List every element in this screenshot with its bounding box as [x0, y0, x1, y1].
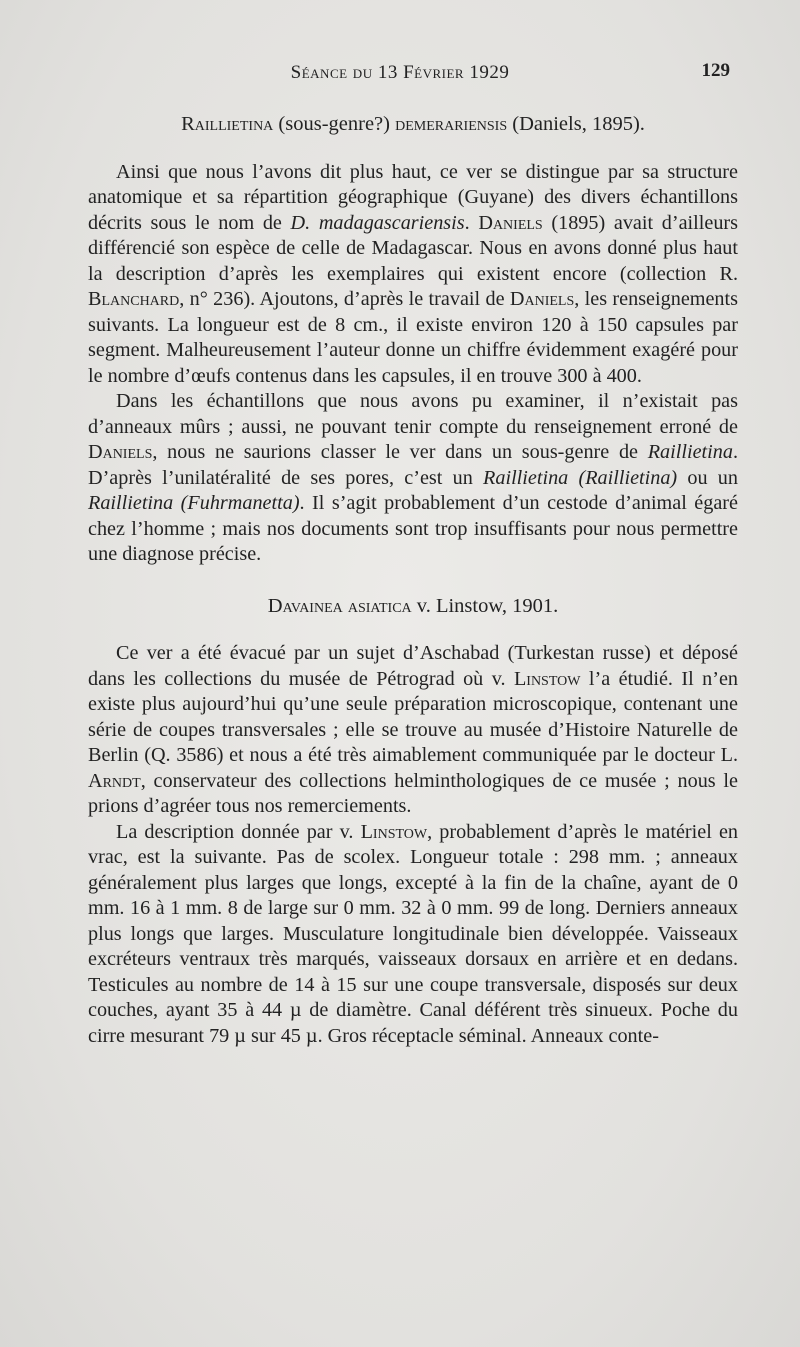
text-run: , les renseignements suivants. La longueur est de 8 cm., il existe environ 120 à 150 capsules par segment. Malheureusement l’auteur donne un chiffre évidemment exagéré pour le nombre d’œufs contenus dans les capsules, il en trouve 300 à 400. — [88, 288, 738, 387]
text-run: Ce ver a été évacué par un sujet d’Aschabad (Turkestan russe) et déposé dans les collections du musée de Pétrograd où v. — [88, 642, 738, 690]
running-head: Séance du 13 Février 1929 — [290, 62, 510, 83]
italic-text: Raillietina (Fuhrmanetta) — [88, 492, 300, 514]
authority: v. Linstow, 1901. — [411, 594, 559, 617]
subgenus-note: (sous-genre?) — [273, 113, 396, 135]
authority: (Daniels, 1895). — [507, 113, 645, 135]
italic-text: Raillietina — [647, 441, 733, 463]
text-run: , probablement d’après le matériel en vrac, est la suivante. Pas de scolex. Longueur totale : 298 mm. ; anneaux généralement plus larges que longs, excepté à la fin de la chaîne, ayant de 0 mm. 16 à 1 mm. 8 de large sur 0 mm. 32 à 0 mm. 99 de long. Derniers anneaux plus longs que larges. Musculature longitudinale bien développée. Vaisseaux excréteurs ventraux très marqués, vaisseaux dorsaux en arrière et en dedans. Testicules au nombre de 14 à 15 sur une coupe transversale, disposés sur deux couches, ayant 35 à 44 µ de diamètre. Canal déférent très sinueux. Poche du cirre mesurant 79 µ sur 45 µ. Gros réceptacle séminal. Anneaux conte- — [88, 820, 738, 1047]
author-name: Linstow — [360, 820, 428, 843]
author-name: Blanchard — [88, 288, 180, 310]
section-raillietina — [88, 112, 738, 568]
page-header — [0, 60, 800, 90]
section-title — [88, 594, 738, 620]
author-name: Daniels — [88, 441, 153, 463]
text-run: Dans les échantillons que nous avons pu examiner, il n’existait pas d’anneaux mûrs ; aussi, ne pouvant tenir compte du renseignement erroné de — [88, 390, 738, 438]
text-run: , nous ne saurions classer le ver dans un sous-genre de — [152, 441, 648, 463]
author-name: Linstow — [513, 667, 581, 690]
paragraph — [88, 160, 738, 390]
author-name: Arndt — [88, 769, 141, 792]
text-run: , conservateur des collections helminthologiques de ce musée ; nous le prions d’agréer tous nos remerciements. — [88, 769, 738, 817]
text-run: . Il s’agit probablement d’un cestode d’animal égaré chez l’homme ; mais nos documents sont trop insuffisants pour nous permettre une diagnose précise. — [88, 492, 738, 565]
species-name: asiatica — [342, 594, 412, 617]
page-number: 129 — [701, 60, 730, 81]
author-name: Daniels — [478, 211, 543, 234]
paragraph — [88, 820, 738, 1050]
genus-name: Davainea — [267, 594, 343, 617]
section-title — [88, 112, 738, 138]
author-name: Daniels — [509, 288, 575, 310]
body-text — [88, 112, 738, 1049]
section-davainea — [88, 594, 738, 1050]
text-run: ou un — [677, 466, 738, 489]
paragraph — [88, 641, 738, 820]
paragraph — [88, 389, 738, 568]
species-name: demerariensis — [395, 113, 508, 135]
italic-text: Raillietina (Raillietina) — [483, 466, 678, 489]
text-run: La description donnée par v. — [116, 820, 361, 843]
text-run: . D’après l’unilatéralité de ses pores, c’est un — [88, 441, 738, 489]
text-run: . — [464, 211, 479, 234]
text-run: l’a étudié. Il n’en existe plus aujourd’hui qu’une seule préparation microscopique, contenant une série de coupes transversales ; elle se trouve au musée d’Histoire Naturelle de Berlin (Q. 3586) et nous a été très aimablement communiquée par le docteur L. — [88, 667, 738, 766]
text-run: , n° 236). Ajoutons, d’après le travail de — [179, 288, 510, 310]
text-run: (1895) avait d’ailleurs différencié son espèce de celle de Madagascar. Nous en avons donné plus haut la description d’après les exemplaires qui existent encore (collection R. — [88, 211, 738, 285]
genus-name: Raillietina — [181, 113, 274, 135]
text-run: Ainsi que nous l’avons dit plus haut, ce ver se distingue par sa structure anatomique et sa répartition géographique (Guyane) des divers échantillons décrits sous le nom de — [88, 160, 738, 234]
italic-text: D. madagascariensis — [290, 211, 465, 234]
